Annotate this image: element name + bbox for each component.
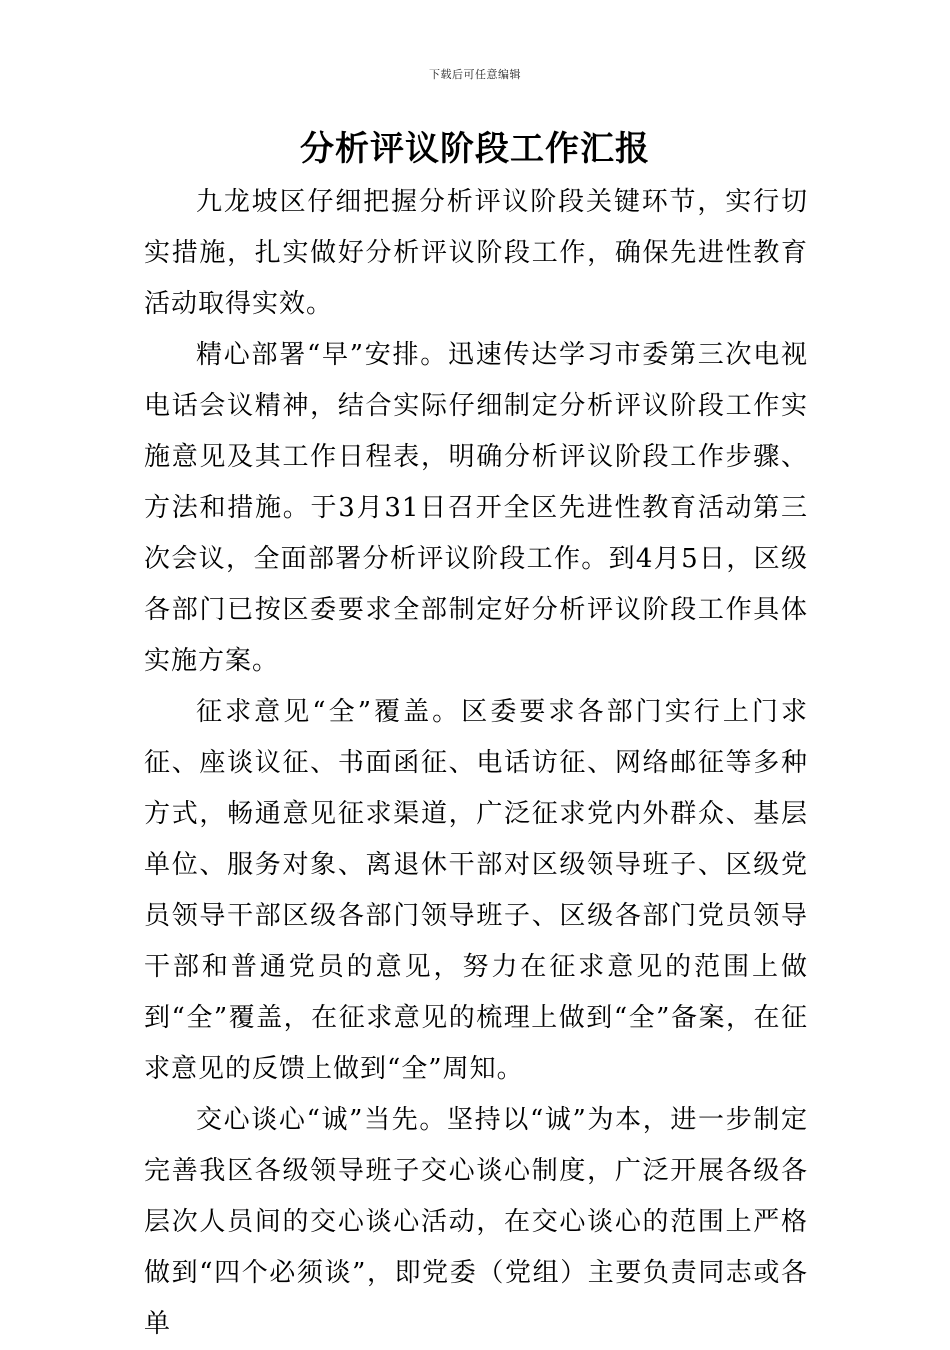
paragraph-heart-to-heart: 交心谈心“诚”当先。坚持以“诚”为本，进一步制定完善我区各级领导班子交心谈心制度，广泛开展各级各层次人员间的交心谈心活动，在交心谈心的范围上严格做到“四个必须谈”，即党委（党组）主要负责同志或各单 xyxy=(144,1105,808,1339)
paragraph-intro: 九龙坡区仔细把握分析评议阶段关键环节，实行切实措施，扎实做好分析评议阶段工作，确保先进性教育活动取得实效。 xyxy=(144,187,808,319)
header-note: 下载后可任意编辑 xyxy=(429,68,521,81)
paragraph-opinions: 征求意见“全”覆盖。区委要求各部门实行上门求征、座谈议征、书面函征、电话访征、网络邮征等多种方式，畅通意见征求渠道，广泛征求党内外群众、基层单位、服务对象、离退休干部对区级领导班子、区级党员领导干部区级各部门领导班子、区级各部门党员领导干部和普通党员的意见，努力在征求意见的范围上做到“全”覆盖，在征求意见的梳理上做到“全”备案，在征求意见的反馈上做到“全”周知。 xyxy=(144,697,808,1084)
paragraph-deployment: 精心部署“早”安排。迅速传达学习市委第三次电视电话会议精神，结合实际仔细制定分析评议阶段工作实施意见及其工作日程表，明确分析评议阶段工作步骤、方法和措施。于3月31日召开全区先进性教育活动第三次会议，全面部署分析评议阶段工作。到4月5日，区级各部门已按区委要求全部制定好分析评议阶段工作具体实施方案。 xyxy=(144,340,808,676)
document-title: 分析评议阶段工作汇报 xyxy=(300,129,650,169)
document-body xyxy=(144,177,808,1350)
